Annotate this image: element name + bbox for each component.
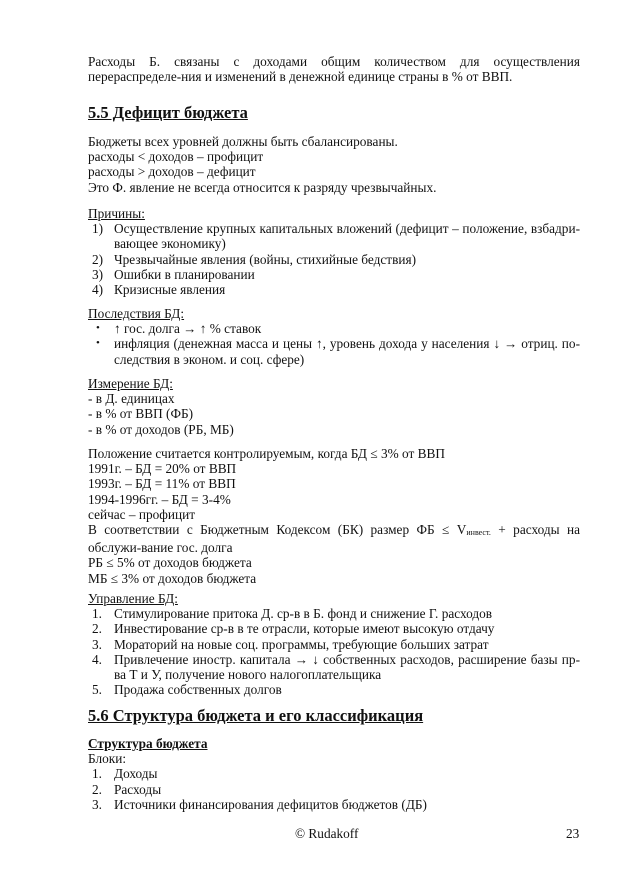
budget-code-paragraph [88,522,580,555]
list-item-text: Стимулирование притока Д. ср-в в Б. фонд и снижение Г. расходов [114,606,493,622]
balance-line: расходы > доходов – дефицит [88,164,256,180]
balance-line: Бюджеты всех уровней должны быть сбалансированы. [88,134,398,149]
list-marker: 2. [92,781,102,797]
control-line: сейчас – профицит [88,506,196,522]
management-block [88,591,580,697]
consequences-block [88,306,580,367]
management-label: Управление БД: [88,591,178,606]
list-item [88,797,580,812]
measurement-label: Измерение БД: [88,376,173,391]
control-line: 1993г. – БД = 11% от ВВП [88,476,236,492]
list-item [88,282,580,297]
list-item [88,606,580,621]
management-list [88,606,580,697]
causes-label: Причины: [88,206,145,221]
list-marker: 2. [92,621,102,637]
list-item [88,321,580,336]
list-item-text: Привлечение иностр. капитала → ↓ собственных расходов, расширение базы пр-ва Т и У, получение нового налогоплательщика [114,651,580,683]
list-item-text: Ошибки в планировании [114,266,255,282]
consequences-list [88,321,580,367]
list-marker: 3) [92,266,104,282]
list-marker: 3. [92,636,102,652]
intro-paragraph [88,54,580,84]
list-item [88,782,580,797]
list-item [88,336,580,366]
list-marker: 1. [92,766,102,782]
causes-block [88,206,580,297]
list-item-text: Инвестирование ср-в в те отрасли, которые имеют высокую отдачу [114,621,495,637]
list-item [88,621,580,636]
balance-line: расходы < доходов – профицит [88,149,264,165]
structure-subtitle: Структура бюджета [88,736,208,751]
page-footer [0,826,624,846]
control-block [88,446,580,586]
budget-code-subscript: инвест. [466,528,491,538]
list-item [88,652,580,682]
measurement-line: - в % от ВВП (ФБ) [88,406,194,422]
causes-list [88,221,580,297]
balance-line: Это Ф. явление не всегда относится к разряду чрезвычайных. [88,179,437,195]
list-marker: 1. [92,606,102,622]
bullet-icon: • [96,337,100,350]
list-item [88,221,580,251]
copyright-text: © Rudakoff [295,826,359,841]
list-marker: 2) [92,251,104,267]
list-item [88,252,580,267]
section-5-6-heading-block [88,706,580,726]
control-line: Положение считается контролируемым, когда БД ≤ 3% от ВВП [88,446,445,461]
list-item-text: Доходы [114,766,158,782]
list-marker: 3. [92,796,102,812]
list-item [88,682,580,697]
list-marker: 5. [92,682,102,698]
measurement-line: - в % от доходов (РБ, МБ) [88,421,234,437]
section-5-5-title: 5.5 Дефицит бюджета [88,103,248,122]
list-item-text: Продажа собственных долгов [114,682,282,698]
list-marker: 4) [92,282,104,298]
blocks-label: Блоки: [88,751,127,767]
list-item [88,637,580,652]
section-5-5-heading-block [88,103,580,123]
intro-text: Расходы Б. связаны с доходами общим количеством для осуществления перераспределе-ния и изменений в денежной единице страны в % от ВВП. [88,54,580,85]
measurement-line: - в Д. единицах [88,391,175,407]
measurement-block [88,376,580,437]
limit-line: РБ ≤ 5% от доходов бюджета [88,555,252,571]
list-item-text: Кризисные явления [114,282,226,298]
list-item-text: ↑ гос. долга → ↑ % ставок [114,321,262,337]
budget-code-text-a: В соответствии с Бюджетным Кодексом (БК) размер ФБ ≤ V [88,522,467,538]
list-item-text: Осуществление крупных капитальных вложений (дефицит – положение, взбадри-вающее экономику) [114,221,580,252]
list-marker: 4. [92,651,102,667]
limit-line: МБ ≤ 3% от доходов бюджета [88,570,257,586]
list-item [88,267,580,282]
list-item-text: Мораторий на новые соц. программы, требующие больших затрат [114,636,489,652]
list-item-text: инфляция (денежная масса и цены ↑, уровень дохода у населения ↓ → отриц. по-следствия в эконом. и соц. сфере) [114,336,580,367]
list-item-text: Источники финансирования дефицитов бюджетов (ДБ) [114,796,427,812]
section-5-6-title: 5.6 Структура бюджета и его классификация [88,706,424,725]
list-item-text: Расходы [114,781,162,797]
list-marker: 1) [92,221,104,237]
control-line: 1991г. – БД = 20% от ВВП [88,461,237,477]
list-item [88,766,580,781]
structure-block [88,736,580,812]
budget-code-text-b: + расходы на обслужи-вание гос. долга [88,522,580,556]
list-item-text: Чрезвычайные явления (войны, стихийные бедствия) [114,251,417,267]
bullet-icon: • [96,322,100,335]
balance-block [88,134,580,195]
control-line: 1994-1996гг. – БД = 3-4% [88,491,231,507]
consequences-label: Последствия БД: [88,306,185,321]
blocks-list [88,766,580,812]
page-number: 23 [566,826,580,841]
